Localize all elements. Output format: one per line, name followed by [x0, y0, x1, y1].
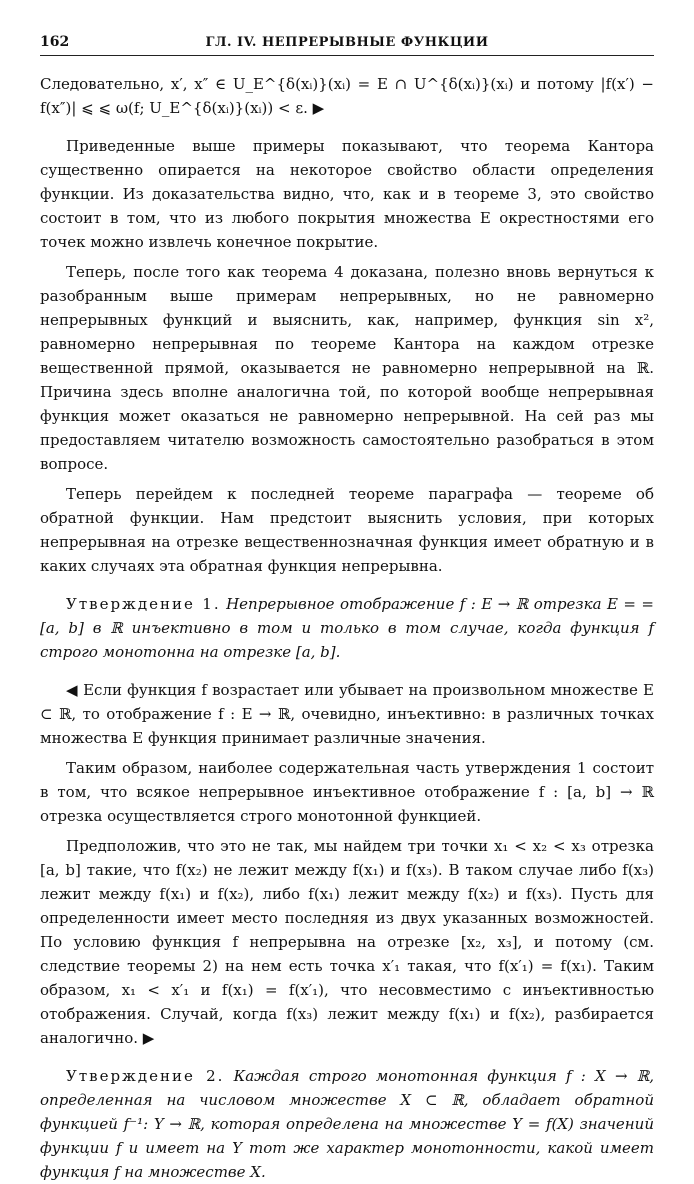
statement-2-label: Утверждение 2. — [66, 1067, 225, 1085]
statement-1 — [40, 592, 654, 664]
statement-1-label: Утверждение 1. — [66, 595, 221, 613]
page-number: 162 — [40, 34, 70, 50]
paragraph-sin-example: Теперь, после того как теорема 4 доказана, полезно вновь вернуться к разобранным выше примерам непрерывных, но не равномерно непрерывных функций и выяснить, как, например, функция sin x², равномерно непрерывная по теореме Кантора на каждом отрезке вещественной прямой, оказывается не равномерно непрерывной на ℝ. Причина здесь вполне аналогична той, по которой вообще непрерывная функция может оказаться не равномерно непрерывной. На сей раз мы предоставляем читателю возможность самостоятельно разобраться в этом вопросе. — [40, 263, 654, 473]
statement-1-text: Непрерывное отображение f : E → ℝ отрезка E = = [a, b] в ℝ инъективно в том и только в том случае, когда функция f строго монотонна на отрезке [a, b]. — [40, 595, 654, 661]
page-header — [40, 34, 654, 56]
paragraph-inverse-intro: Теперь перейдем к последней теореме параграфа — теореме об обратной функции. Нам предстоит выяснить условия, при которых непрерывная на отрезке вещественнозначная функция имеет обратную и в каких случаях эта обратная функция непрерывна. — [40, 485, 654, 575]
proof-paragraph-3: Предположив, что это не так, мы найдем три точки x₁ < x₂ < x₃ отрезка [a, b] такие, что f(x₂) не лежит между f(x₁) и f(x₃). В таком случае либо f(x₃) лежит между f(x₁) и f(x₂), либо f(x₁) лежит между f(x₂) и f(x₃). Пусть для определенности имеет место последняя из двух указанных возможностей. По условию функция f непрерывна на отрезке [x₂, x₃], и потому (см. следствие теоремы 2) на нем есть точка x′₁ такая, что f(x′₁) = f(x₁). Таким образом, x₁ < x′₁ и f(x₁) = f(x′₁), что несовместимо с инъективностью отображения. Случай, когда f(x₃) лежит между f(x₁) и f(x₂), разбирается аналогично. ▶ — [40, 837, 654, 1047]
chapter-title: ГЛ. IV. НЕПРЕРЫВНЫЕ ФУНКЦИИ — [205, 35, 489, 50]
paragraph-cantor-remark: Приведенные выше примеры показывают, что теорема Кантора существенно опирается на некоторое свойство области определения функции. Из доказательства видно, что, как и в теореме 3, это свойство состоит в том, что из любого покрытия множества E окрестностями его точек можно извлечь конечное покрытие. — [40, 137, 654, 251]
paragraph-conclusion: Следовательно, x′, x″ ∈ U_E^{δ(xᵢ)}(xᵢ) = E ∩ U^{δ(xᵢ)}(xᵢ) и потому |f(x′) − f(x″)| ⩽ ⩽ ω(f; U_E^{δ(xᵢ)}(xᵢ)) < ε. ▶ — [40, 75, 654, 117]
proof-paragraph-1: ◀ Если функция f возрастает или убывает на произвольном множестве E ⊂ ℝ, то отображение f : E → ℝ, очевидно, инъективно: в различных точках множества E функция принимает различные значения. — [40, 681, 654, 747]
page — [40, 34, 654, 1184]
proof-paragraph-2: Таким образом, наиболее содержательная часть утверждения 1 состоит в том, что всякое непрерывное инъективное отображение f : [a, b] → ℝ отрезка осуществляется строго монотонной функцией. — [40, 759, 654, 825]
statement-2 — [40, 1064, 654, 1184]
statement-2-text: Каждая строго монотонная функция f : X → ℝ, определенная на числовом множестве X ⊂ ℝ, обладает обратной функцией f⁻¹: Y → ℝ, которая определена на множестве Y = f(X) значений функции f и имеет на Y тот же характер монотонности, какой имеет функция f на множестве X. — [40, 1067, 654, 1181]
